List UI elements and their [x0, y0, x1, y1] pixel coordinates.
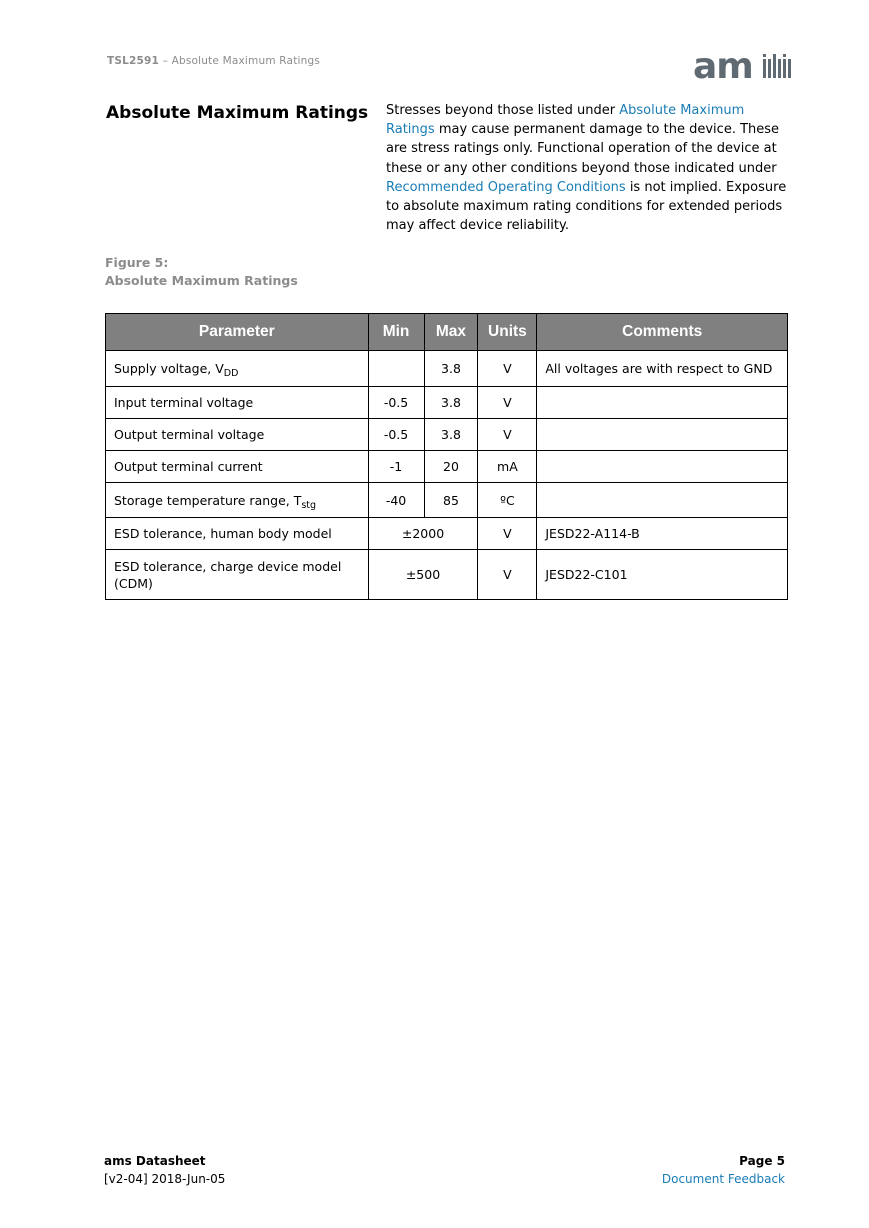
table-row [106, 483, 788, 518]
footer-doc-type: ams Datasheet [104, 1154, 206, 1168]
logo-text: am [693, 48, 753, 80]
max-cell: 85 [424, 483, 478, 518]
intro-text-1: Stresses beyond those listed under [386, 103, 620, 118]
units-cell: V [478, 387, 537, 419]
section-title: Absolute Maximum Ratings [106, 103, 369, 123]
min-cell: -0.5 [368, 419, 424, 451]
header-max: Max [424, 314, 478, 351]
comments-cell [537, 451, 788, 483]
intro-text-3: is not implied. Exposure to absolute maximum rating conditions for extended periods may affect device reliability. [386, 179, 787, 234]
footer-left [104, 1152, 225, 1188]
table-row [106, 518, 788, 550]
param-cell: Output terminal current [106, 451, 369, 483]
figure-number: Figure 5: [105, 255, 169, 270]
intro-text-2: may cause permanent damage to the device. These are stress ratings only. Functional operation of the device at these or any other conditions beyond those indicated under [386, 122, 780, 176]
running-header [107, 55, 320, 67]
units-cell: V [478, 351, 537, 387]
units-cell: V [478, 419, 537, 451]
footer-version: [v2-04] 2018-Jun-05 [104, 1172, 226, 1186]
link-recommended-operating-conditions[interactable]: Recommended Operating Conditions [386, 179, 626, 195]
header-parameter: Parameter [106, 314, 369, 351]
comments-cell: JESD22-A114-B [537, 518, 788, 550]
minmax-cell: ±500 [368, 550, 478, 600]
units-cell: mA [478, 451, 537, 483]
header-min: Min [368, 314, 424, 351]
comments-cell [537, 387, 788, 419]
min-cell: -40 [368, 483, 424, 518]
max-cell: 3.8 [424, 387, 478, 419]
param-cell: Output terminal voltage [106, 419, 369, 451]
param-subscript: stg [301, 499, 317, 511]
header-comments: Comments [537, 314, 788, 351]
param-text: Supply voltage, V [114, 361, 224, 376]
units-cell: V [478, 518, 537, 550]
max-cell: 3.8 [424, 419, 478, 451]
footer-right [662, 1152, 785, 1188]
header-separator: – [162, 55, 169, 67]
table-row [106, 451, 788, 483]
comments-cell: JESD22-C101 [537, 550, 788, 600]
comments-cell [537, 419, 788, 451]
min-cell [368, 351, 424, 387]
min-cell: -0.5 [368, 387, 424, 419]
param-subscript: DD [223, 368, 239, 379]
intro-paragraph [386, 101, 791, 235]
param-cell [106, 483, 369, 518]
minmax-cell: ±2000 [368, 518, 478, 550]
figure-title: Absolute Maximum Ratings [105, 273, 298, 288]
ratings-table [105, 313, 788, 600]
table-header-row [106, 314, 788, 351]
table-row [106, 550, 788, 600]
table-row [106, 351, 788, 387]
link-absolute-maximum-ratings[interactable]: Absolute Maximum Ratings [386, 103, 745, 138]
logo-mark-icon [763, 54, 791, 78]
param-text: Storage temperature range, T [114, 492, 302, 508]
comments-cell [537, 483, 788, 518]
param-cell: Input terminal voltage [106, 387, 369, 419]
ams-logo-icon [693, 48, 795, 80]
footer-page-number: Page 5 [739, 1154, 785, 1168]
header-section: Absolute Maximum Ratings [171, 55, 321, 67]
header-units: Units [478, 314, 537, 351]
param-cell: ESD tolerance, human body model [106, 518, 369, 550]
max-cell: 3.8 [424, 351, 478, 387]
header-part-number: TSL2591 [107, 55, 160, 67]
table-row [106, 387, 788, 419]
comments-cell: All voltages are with respect to GND [537, 351, 788, 387]
param-cell [106, 351, 369, 387]
figure-caption [105, 254, 298, 290]
max-cell: 20 [424, 451, 478, 483]
min-cell: -1 [368, 451, 424, 483]
units-cell: ºC [478, 483, 537, 518]
table-row [106, 419, 788, 451]
param-cell: ESD tolerance, charge device model (CDM) [106, 550, 369, 600]
units-cell: V [478, 550, 537, 600]
document-feedback-link[interactable]: Document Feedback [661, 1172, 785, 1186]
